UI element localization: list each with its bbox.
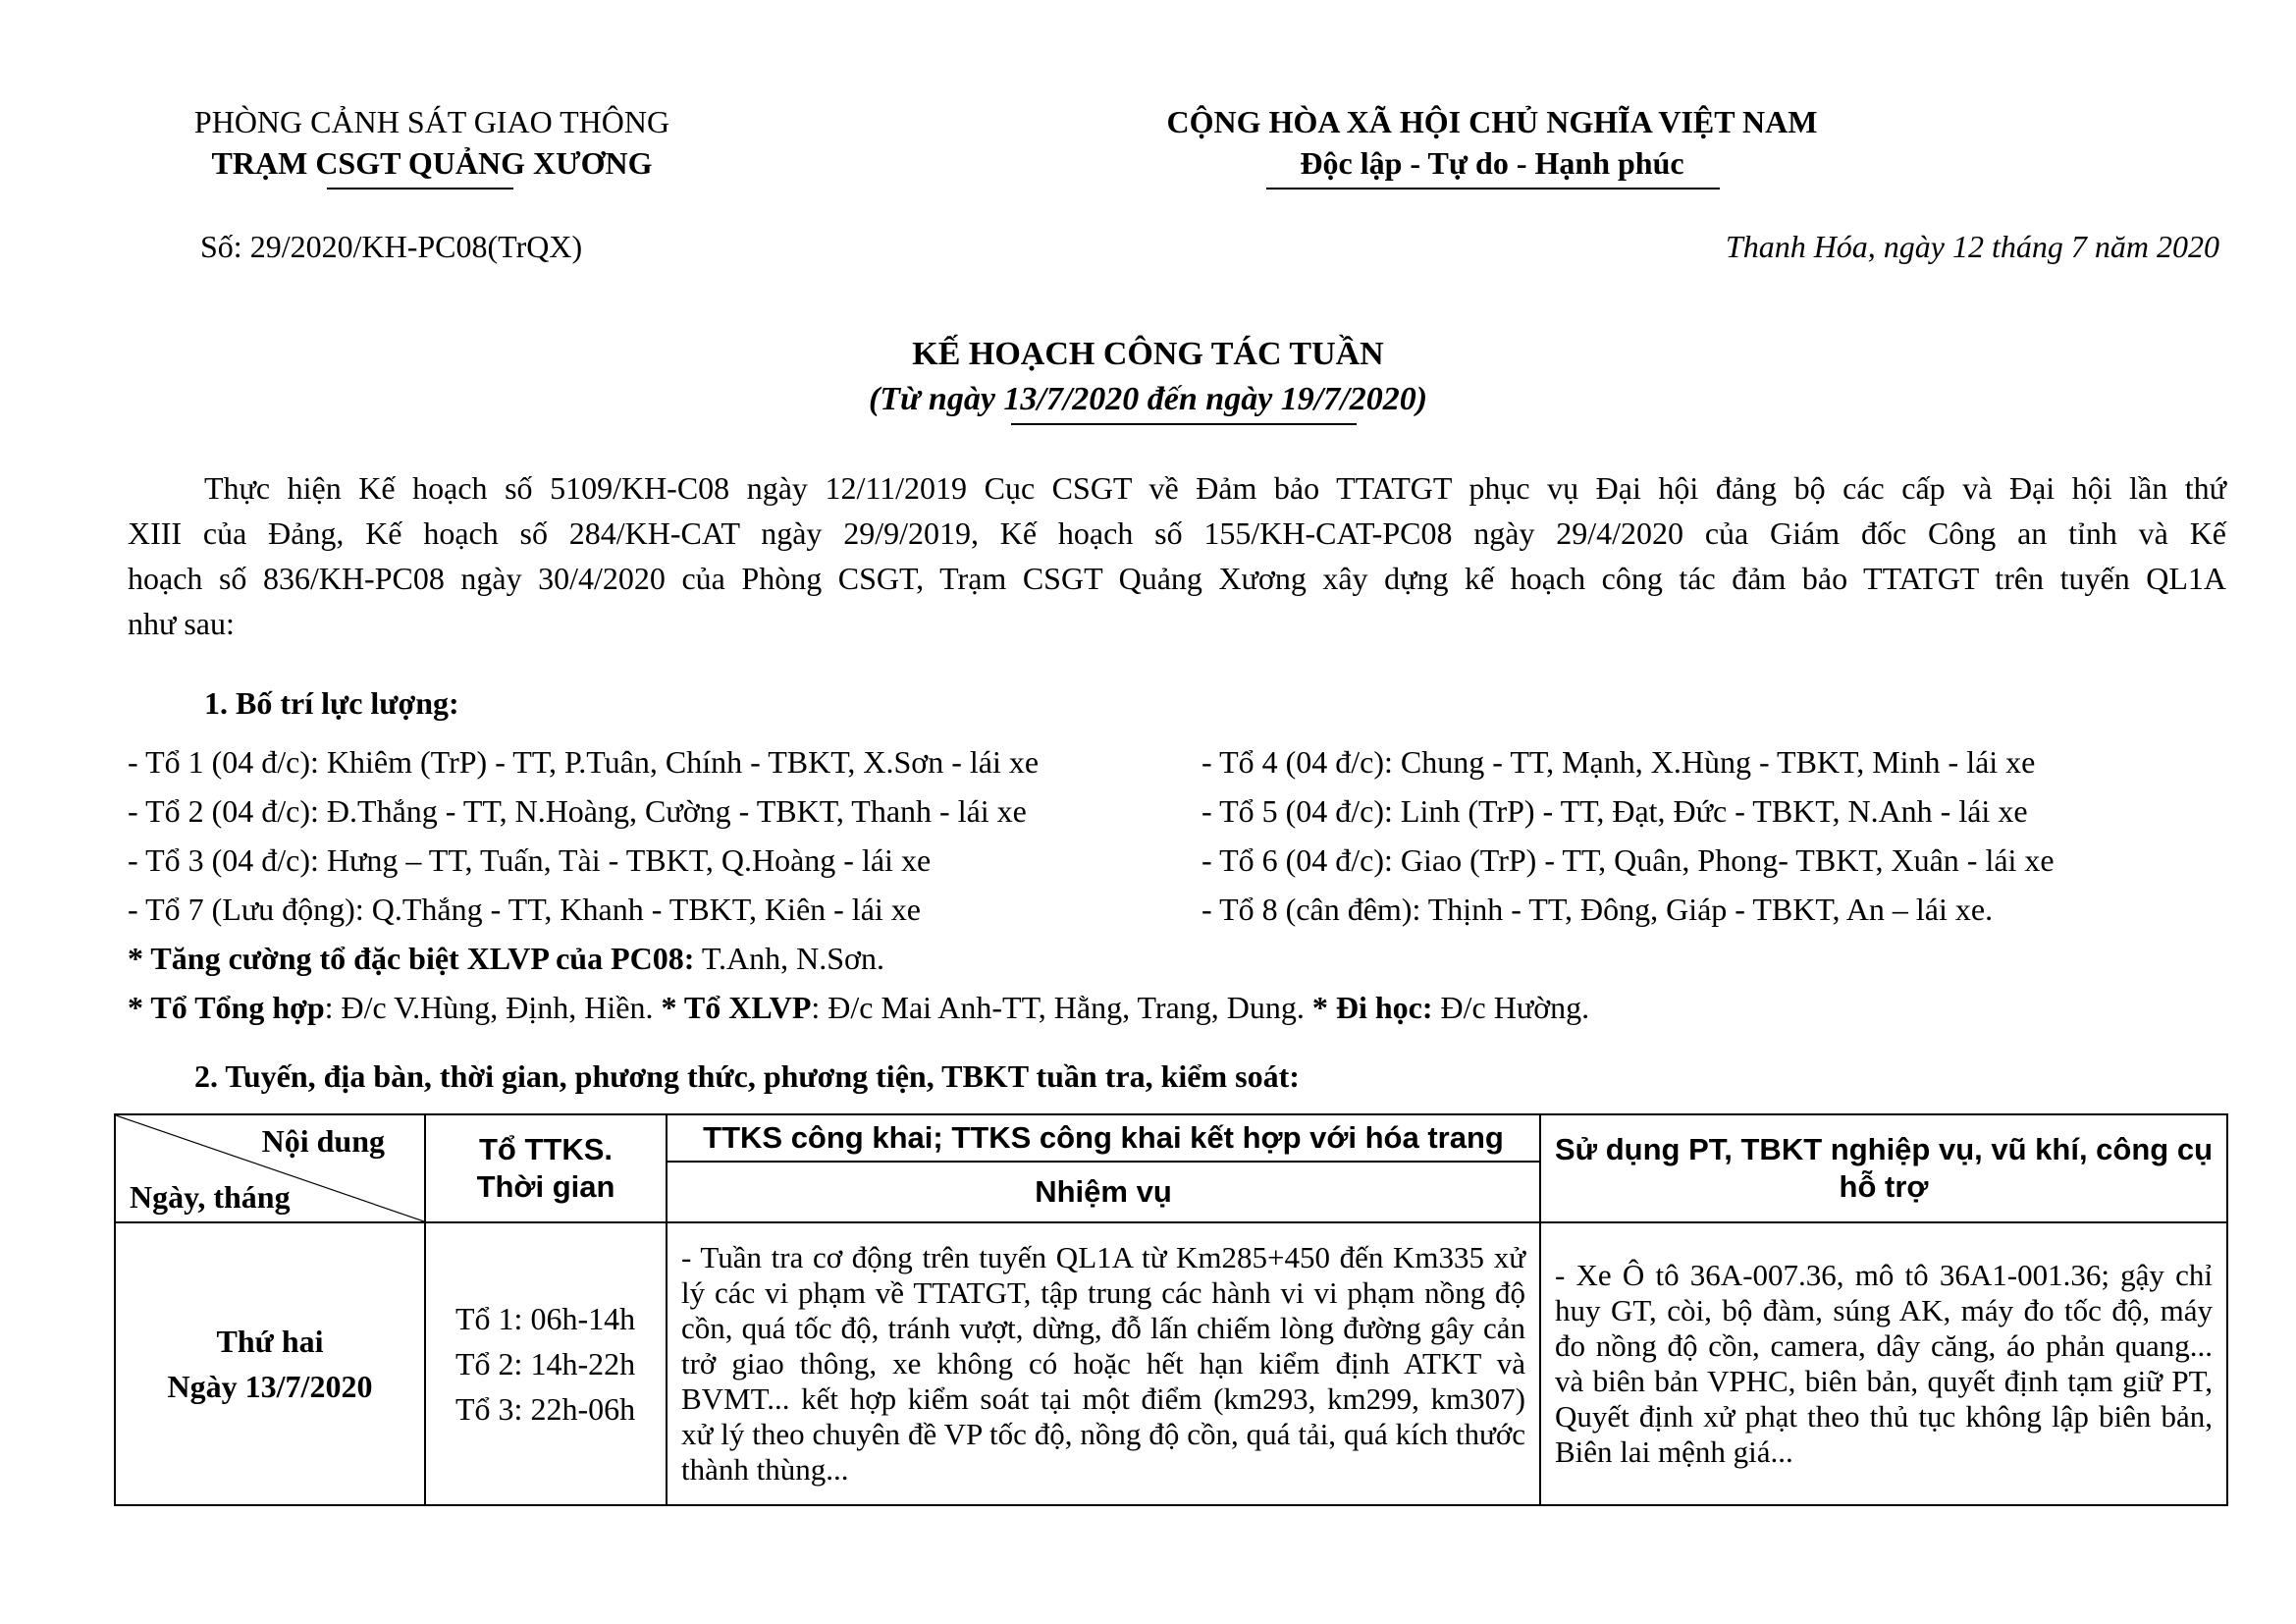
xlvp-team-label: * Tổ XLVP (661, 990, 812, 1025)
table-row (115, 1222, 2227, 1505)
study-value: Đ/c Hường. (1432, 990, 1590, 1025)
header-team: Tổ TTKS. (478, 1132, 614, 1166)
agency-name: PHÒNG CẢNH SÁT GIAO THÔNG (193, 104, 670, 139)
work-plan-table (114, 1113, 2228, 1506)
weekday: Thứ hai (216, 1324, 324, 1359)
team-right-3: - Tổ 6 (04 đ/c): Giao (TrP) - TT, Quân, Phong- TBKT, Xuân - lái xe (1201, 842, 2055, 878)
header-date: Ngày, tháng (130, 1179, 291, 1215)
header-equipment: Sử dụng PT, TBKT nghiệp vụ, vũ khí, công cụ hỗ trợ (1540, 1114, 2227, 1222)
team-left-2: - Tổ 2 (04 đ/c): Đ.Thắng - TT, N.Hoàng, Cường - TBKT, Thanh - lái xe (128, 793, 1027, 829)
motto-underline (1266, 188, 1720, 189)
xlvp-team-value: : Đ/c Mai Anh-TT, Hằng, Trang, Dung. (811, 990, 1312, 1025)
general-team-value: : Đ/c V.Hùng, Định, Hiền. (324, 990, 662, 1025)
header-team-time (425, 1114, 667, 1222)
study-label: * Đi học: (1311, 990, 1433, 1025)
intro-line-1: Thực hiện Kế hoạch số 5109/KH-C08 ngày 12/11/2019 Cục CSGT về Đảm bảo TTATGT phục vụ Đại hội đảng bộ các cấp và Đại hội lần thứ (204, 470, 2226, 506)
header-task: Nhiệm vụ (667, 1162, 1540, 1222)
team-left-1: - Tổ 1 (04 đ/c): Khiêm (TrP) - TT, P.Tuân, Chính - TBKT, X.Sơn - lái xe (128, 744, 1040, 780)
country-name: CỘNG HÒA XÃ HỘI CHỦ NGHĨA VIỆT NAM (1166, 104, 1818, 139)
special-team-label: * Tăng cường tổ đặc biệt XLVP của PC08: (128, 941, 695, 976)
shift-3: Tổ 3: 22h-06h (455, 1391, 636, 1427)
header-time: Thời gian (476, 1169, 615, 1204)
shift-2: Tổ 2: 14h-22h (455, 1346, 636, 1381)
date: Ngày 13/7/2020 (167, 1369, 373, 1404)
team-left-3: - Tổ 3 (04 đ/c): Hưng – TT, Tuấn, Tài - TBKT, Q.Hoàng - lái xe (128, 842, 932, 878)
diagonal-header-cell (115, 1114, 425, 1222)
team-right-4: - Tổ 8 (cân đêm): Thịnh - TT, Đông, Giáp - TBKT, An – lái xe. (1201, 892, 1994, 927)
section2-heading: 2. Tuyến, địa bàn, thời gian, phương thức, phương tiện, TBKT tuần tra, kiểm soát: (194, 1058, 1300, 1094)
intro-line-4: như sau: (128, 606, 235, 641)
team-left-4: - Tổ 7 (Lưu động): Q.Thắng - TT, Khanh - TBKT, Kiên - lái xe (128, 892, 921, 927)
unit-name: TRẠM CSGT QUẢNG XƯƠNG (211, 145, 653, 181)
day-cell (115, 1222, 425, 1505)
document-subtitle: (Từ ngày 13/7/2020 đến ngày 19/7/2020) (868, 381, 1428, 417)
header-content: Nội dung (261, 1123, 385, 1159)
subtitle-underline (1011, 423, 1357, 425)
section1-heading: 1. Bố trí lực lượng: (204, 685, 459, 721)
document-number: Số: 29/2020/KH-PC08(TrQX) (200, 229, 583, 264)
shift-1: Tổ 1: 06h-14h (455, 1301, 636, 1336)
intro-line-2: XIII của Đảng, Kế hoạch số 284/KH-CAT ngày 29/9/2019, Kế hoạch số 155/KH-CAT-PC08 ngày 29/4/2020 của Giám đốc Công an tỉnh và Kế (128, 515, 2226, 551)
document-title: KẾ HOẠCH CÔNG TÁC TUẦN (912, 336, 1384, 372)
special-team-value: T.Anh, N.Sơn. (694, 941, 884, 976)
task-cell: - Tuần tra cơ động trên tuyến QL1A từ Km285+450 đến Km335 xử lý các vi phạm về TTATGT, tập trung các hành vi vi phạm nồng độ cồn, quá tốc độ, tránh vượt, dừng, đỗ lấn chiếm lòng đường gây cản trở giao thông, xe không có hoặc hết hạn kiểm định ATKT và BVMT... kết hợp kiểm soát tại một điểm (km293, km299, km307) xử lý theo chuyên đề VP tốc độ, nồng độ cồn, quá tải, quá kích thước thành thùng... (667, 1222, 1540, 1505)
special-team-line (128, 941, 884, 977)
shift-cell (425, 1222, 667, 1505)
team-right-2: - Tổ 5 (04 đ/c): Linh (TrP) - TT, Đạt, Đức - TBKT, N.Anh - lái xe (1201, 793, 2028, 829)
motto: Độc lập - Tự do - Hạnh phúc (1300, 145, 1684, 181)
equipment-cell: - Xe Ô tô 36A-007.36, mô tô 36A1-001.36; gậy chỉ huy GT, còi, bộ đàm, súng AK, máy đo tốc độ, máy đo nồng độ cồn, camera, dây căng, áo phản quang... và biên bản VPHC, biên bản, quyết định tạm giữ PT, Quyết định xử phạt theo thủ tục không lập biên bản, Biên lai mệnh giá... (1540, 1222, 2227, 1505)
support-teams-line (128, 990, 1589, 1026)
intro-line-3: hoạch số 836/KH-PC08 ngày 30/4/2020 của Phòng CSGT, Trạm CSGT Quảng Xương xây dựng kế hoạch công tác đảm bảo TTATGT trên tuyến QL1A (128, 561, 2226, 596)
header-group: TTKS công khai; TTKS công khai kết hợp với hóa trang (667, 1114, 1540, 1162)
place-date: Thanh Hóa, ngày 12 tháng 7 năm 2020 (1725, 229, 2219, 264)
unit-underline (327, 188, 513, 189)
team-right-1: - Tổ 4 (04 đ/c): Chung - TT, Mạnh, X.Hùng - TBKT, Minh - lái xe (1201, 744, 2036, 780)
general-team-label: * Tổ Tổng hợp (128, 990, 325, 1025)
